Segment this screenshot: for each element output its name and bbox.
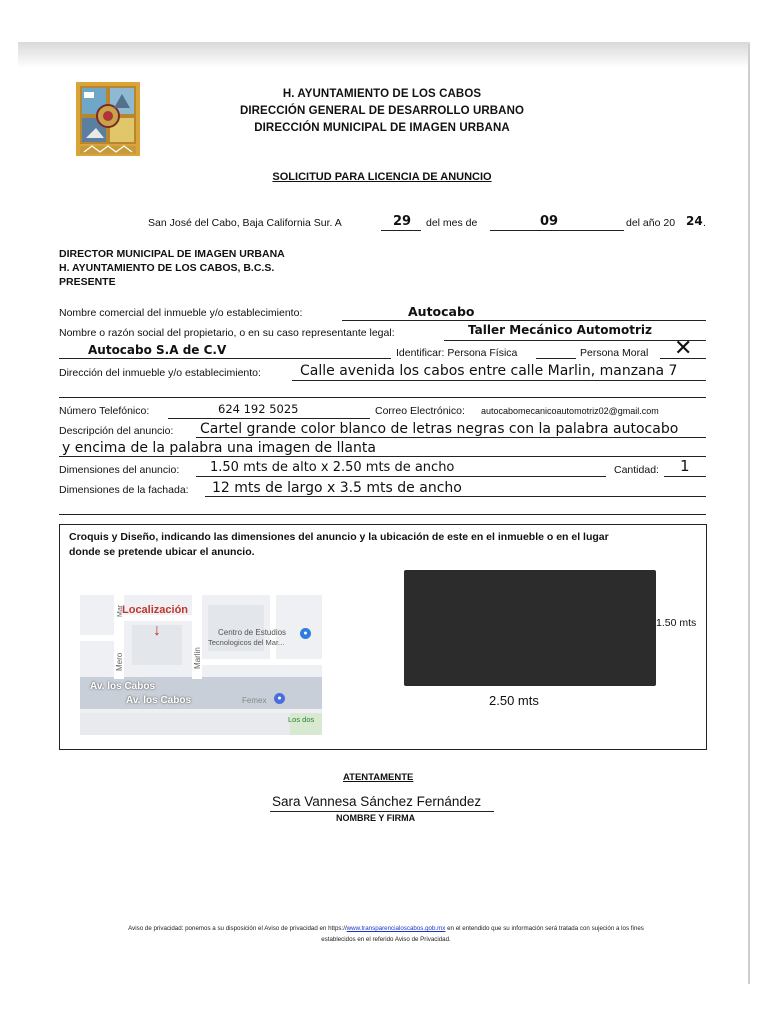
date-mid: del mes de xyxy=(426,217,478,229)
map-street-mar: Mar xyxy=(117,604,124,617)
address-underline xyxy=(292,380,706,381)
map-avenue-2: Av. los Cabos xyxy=(126,695,192,706)
map-poi-2: Femex xyxy=(242,696,267,705)
addressee-line-1: DIRECTOR MUNICIPAL DE IMAGEN URBANA xyxy=(59,248,285,260)
header-line-1: H. AYUNTAMIENTO DE LOS CABOS xyxy=(282,88,482,100)
header-line-3: DIRECCIÓN MUNICIPAL DE IMAGEN URBANA xyxy=(254,122,510,134)
facade-label: Dimensiones de la fachada: xyxy=(59,484,189,496)
identify-label: Identificar: Persona Física xyxy=(396,347,518,359)
owner-value-2: Autocabo S.A de C.V xyxy=(88,343,227,357)
location-map xyxy=(80,595,322,735)
sign-dims-underline xyxy=(196,476,606,477)
commercial-name-label: Nombre comercial del inmueble y/o establecimiento: xyxy=(59,307,303,319)
paper-right-edge xyxy=(748,44,750,984)
map-street-mero: Mero xyxy=(115,652,124,671)
sign-height-label: 1.50 mts xyxy=(656,617,697,629)
footer-text-a: Aviso de privacidad: ponemos a su disposición el Aviso de privacidad en https:// xyxy=(128,925,347,932)
commercial-name-underline xyxy=(342,320,706,321)
quantity-value: 1 xyxy=(680,457,690,475)
map-street-marlin: Marlin xyxy=(193,647,202,669)
sketch-instructions: Croquis y Diseño, indicando las dimensiones del anuncio y la ubicación de este en el inmueble o en el lugar xyxy=(69,531,609,543)
signature-line xyxy=(270,811,494,812)
footer-text-c: establecidos en el referido Aviso de Privacidad. xyxy=(321,936,451,943)
date-year: 24 xyxy=(686,214,703,228)
date-suffix: del año 20 xyxy=(626,217,676,229)
privacy-footer xyxy=(56,923,716,945)
fisica-underline xyxy=(536,358,576,359)
description-underline xyxy=(196,437,706,438)
commercial-name-value: Autocabo xyxy=(408,304,475,319)
page-top-shadow xyxy=(18,42,750,68)
address-value: Calle avenida los cabos entre calle Marlin, manzana 7 xyxy=(300,363,678,379)
date-end: . xyxy=(703,217,706,229)
facade-underline xyxy=(205,496,706,497)
header-line-2: DIRECCIÓN GENERAL DE DESARROLLO URBANO xyxy=(239,105,525,117)
privacy-link[interactable]: www.transparencialoscabos.gob.mx xyxy=(346,925,446,932)
date-day: 29 xyxy=(393,214,412,229)
owner-underline-2 xyxy=(59,358,391,359)
map-avenue-1: Av. los Cabos xyxy=(90,681,156,692)
facade-value: 12 mts de largo x 3.5 mts de ancho xyxy=(212,480,462,496)
description-underline-2 xyxy=(59,456,706,457)
quantity-label: Cantidad: xyxy=(614,464,659,476)
facade-underline-2 xyxy=(59,514,706,515)
owner-label: Nombre o razón social del propietario, o en su caso representante legal: xyxy=(59,327,395,339)
moral-checkmark: ✕ xyxy=(674,336,693,361)
gas-station-icon: ● xyxy=(274,693,285,704)
sketch-instructions-2: donde se pretende ubicar el anuncio. xyxy=(69,546,255,558)
footer-text-b: en el entendido que su información será tratada con sujeción a los fines xyxy=(445,925,644,932)
addressee-line-2: H. AYUNTAMIENTO DE LOS CABOS, B.C.S. xyxy=(59,262,275,274)
page-top-margin xyxy=(0,0,768,44)
moral-label: Persona Moral xyxy=(580,347,649,359)
document-title: SOLICITUD PARA LICENCIA DE ANUNCIO xyxy=(272,171,492,183)
map-poi-1: Centro de Estudios xyxy=(218,628,287,637)
email-label: Correo Electrónico: xyxy=(375,405,465,417)
owner-underline xyxy=(444,340,706,341)
owner-value: Taller Mecánico Automotriz xyxy=(468,323,652,337)
date-prefix: San José del Cabo, Baja California Sur. A xyxy=(148,217,342,229)
signer-name: Sara Vannesa Sánchez Fernández xyxy=(272,794,482,809)
municipal-crest-logo xyxy=(76,82,140,156)
sign-drawing xyxy=(404,570,656,686)
quantity-underline xyxy=(664,476,706,477)
email-value: autocabomecanicoautomotriz02@gmail.com xyxy=(481,406,659,416)
signature-caption: NOMBRE Y FIRMA xyxy=(336,813,416,823)
map-poi-3: Los dos xyxy=(288,715,315,724)
map-location-label: Localización xyxy=(122,604,189,616)
sign-dims-label: Dimensiones del anuncio: xyxy=(59,464,180,476)
school-poi-icon: ● xyxy=(300,628,311,639)
phone-underline xyxy=(168,418,370,419)
address-underline-2 xyxy=(59,397,706,398)
atentamente-label: ATENTAMENTE xyxy=(343,772,414,783)
sign-dims-value: 1.50 mts de alto x 2.50 mts de ancho xyxy=(210,460,455,475)
map-location-arrow-icon: ↓ xyxy=(153,622,161,639)
address-label: Dirección del inmueble y/o establecimiento: xyxy=(59,367,261,379)
map-poi-1b: Tecnologicos del Mar... xyxy=(208,638,285,647)
addressee-line-3: PRESENTE xyxy=(59,276,116,288)
phone-label: Número Telefónico: xyxy=(59,405,150,417)
month-underline xyxy=(490,230,624,231)
phone-value: 624 192 5025 xyxy=(218,402,299,416)
description-value-2: y encima de la palabra una imagen de llanta xyxy=(62,440,376,456)
sign-width-label: 2.50 mts xyxy=(489,693,539,708)
description-value: Cartel grande color blanco de letras negras con la palabra autocabo xyxy=(200,421,679,437)
description-label: Descripción del anuncio: xyxy=(59,425,174,437)
date-month: 09 xyxy=(540,214,559,229)
day-underline xyxy=(381,230,421,231)
